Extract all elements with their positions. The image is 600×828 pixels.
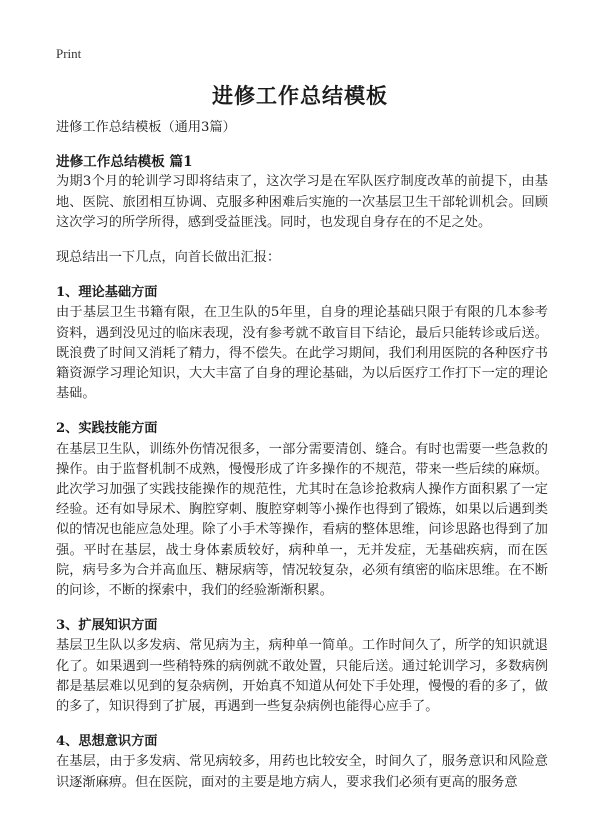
- subsection-body-4: 在基层，由于多发病、常见病较多，用药也比较安全，时间久了，服务意识和风险意识逐渐麻痹。但在医院，面对的主要是地方病人，要求我们必须有更高的服务意: [56, 754, 548, 790]
- subsection-body-3: 基层卫生队以多发病、常见病为主，病种单一简单。工作时间久了，所学的知识就退化了。如果遇到一些稍特殊的病例就不敢处置，只能后送。通过轮训学习，多数病例都是基层难以见到的复杂病例，开始真不知道从何处下手处理，慢慢的看的多了，做的多了，知识得到了扩展，再遇到一些复杂病例也能得心应手了。: [56, 638, 548, 715]
- subsection-heading-3: 3、扩展知识方面: [56, 618, 158, 634]
- subsection-heading-4: 4、思想意识方面: [56, 734, 158, 750]
- intro-paragraph: 为期3个月的轮训学习即将结束了，这次学习是在军队医疗制度改革的前提下，由基地、医院、旅团相互协调、克服多种困难后实施的一次基层卫生干部轮训机会。回顾这次学习的所学所得，感到受益匪浅。同时，也发现自身存在的不足之处。: [56, 174, 548, 230]
- section-heading: 进修工作总结模板 篇1: [56, 154, 193, 171]
- document-title: 进修工作总结模板: [212, 83, 388, 108]
- document-subtitle: 进修工作总结模板（通用3篇）: [56, 120, 236, 135]
- print-link[interactable]: Print: [56, 46, 82, 61]
- subsection-body-1: 由于基层卫生书籍有限，在卫生队的5年里，自身的理论基础只限于有限的几本参考资料，遇到没见过的临床表现，没有参考就不敢盲目下结论，最后只能转诊或后送。既浪费了时间又消耗了精力，得不偿失。在此学习期间，我们利用医院的各种医疗书籍资源学习理论知识，大大丰富了自身的理论基础，为以后医疗工作打下一定的理论基础。: [56, 305, 548, 402]
- document-body: [56, 118, 548, 808]
- report-line: 现总结出一下几点，向首长做出汇报：: [56, 250, 281, 266]
- subsection-heading-1: 1、理论基础方面: [56, 285, 158, 301]
- subsection-body-2: 在基层卫生队，训练外伤情况很多，一部分需要清创、缝合。有时也需要一些急救的操作。由于监督机制不成熟，慢慢形成了许多操作的不规范，带来一些后续的麻烦。此次学习加强了实践技能操作的规范性，尤其时在急诊抢救病人操作方面积累了一定经验。还有如导尿术、胸腔穿刺、腹腔穿刺等小操作也得到了锻炼，如果以后遇到类似的情况也能应急处理。除了小手术等操作，看病的整体思维，问诊思路也得到了加强。平时在基层，战士身体素质较好，病种单一，无并发症，无基础疾病，而在医院，病号多为合并高血压、糖尿病等，情况较复杂，必须有缜密的临床思维。在不断的问诊，不断的探索中，我们的经验渐渐积累。: [56, 441, 548, 599]
- subsection-heading-2: 2、实践技能方面: [56, 421, 158, 437]
